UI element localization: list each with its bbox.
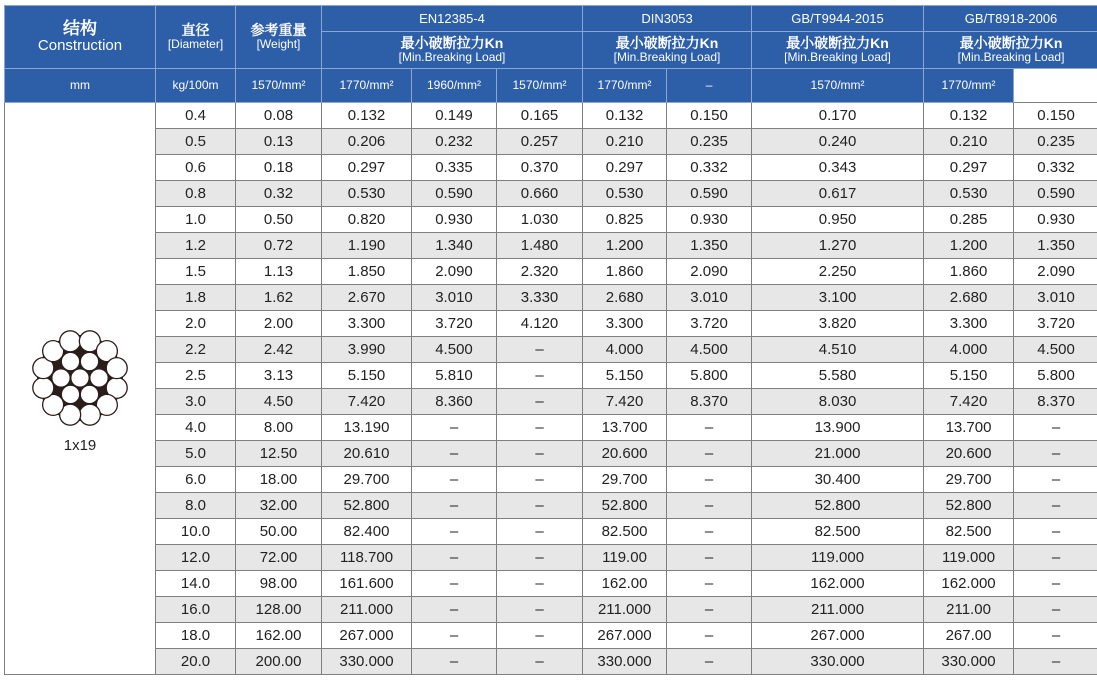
table-cell: 211.000 [322,597,412,623]
breaking-load-table [4,5,1097,675]
table-cell: 330.000 [322,649,412,675]
table-row [5,493,1097,519]
table-cell: 330.000 [752,649,924,675]
table-row [5,415,1097,441]
table-cell: 50.00 [236,519,322,545]
table-cell: – [497,519,583,545]
table-cell: 0.18 [236,155,322,181]
table-cell: 128.00 [236,597,322,623]
table-cell: 330.000 [583,649,667,675]
table-cell: 2.680 [583,285,667,311]
table-cell: 0.72 [236,233,322,259]
table-cell: 4.120 [497,311,583,337]
table-cell: – [667,571,752,597]
table-cell: 0.590 [667,181,752,207]
table-cell: 3.010 [412,285,497,311]
table-row [5,467,1097,493]
table-cell: 5.580 [752,363,924,389]
table-cell: 13.700 [924,415,1014,441]
table-cell: – [1014,467,1097,493]
table-row [5,441,1097,467]
table-cell: 29.700 [924,467,1014,493]
table-cell: 72.00 [236,545,322,571]
table-cell: 0.332 [1014,155,1097,181]
table-cell: 52.800 [924,493,1014,519]
table-cell: – [412,493,497,519]
table-cell: 0.930 [1014,207,1097,233]
table-row [5,519,1097,545]
grade-header: – [667,69,752,103]
table-cell: – [1014,597,1097,623]
table-cell: 4.510 [752,337,924,363]
table-cell: 12.0 [156,545,236,571]
table-cell: 5.810 [412,363,497,389]
table-row [5,207,1097,233]
grade-header: 1770/mm² [322,69,412,103]
table-cell: 0.235 [1014,129,1097,155]
table-cell: 0.285 [924,207,1014,233]
table-cell: 3.990 [322,337,412,363]
table-cell: 5.150 [924,363,1014,389]
table-cell: 3.300 [322,311,412,337]
table-cell: 0.335 [412,155,497,181]
table-cell: 0.297 [322,155,412,181]
table-cell: 211.000 [583,597,667,623]
table-cell: 1.350 [1014,233,1097,259]
table-cell: 0.232 [412,129,497,155]
table-cell: – [412,545,497,571]
table-cell: – [412,415,497,441]
standard-gbt9944: GB/T9944-2015 [752,6,924,32]
diameter-header: 直径 [Diameter] [156,6,236,69]
min-breaking-load-header: 最小破断拉力Kn [Min.Breaking Load] [752,32,924,69]
table-cell: 3.720 [1014,311,1097,337]
table-cell: – [667,493,752,519]
table-cell: 1.860 [583,259,667,285]
table-cell: 2.00 [236,311,322,337]
table-cell: 5.800 [1014,363,1097,389]
table-cell: 211.000 [752,597,924,623]
table-row [5,129,1097,155]
table-cell: – [667,467,752,493]
table-cell: 161.600 [322,571,412,597]
table-cell: 5.0 [156,441,236,467]
table-cell: 0.930 [667,207,752,233]
table-row [5,571,1097,597]
table-cell: 267.000 [322,623,412,649]
table-cell: 3.0 [156,389,236,415]
table-cell: 1.5 [156,259,236,285]
table-cell: 82.500 [752,519,924,545]
table-cell: 2.2 [156,337,236,363]
table-cell: 0.50 [236,207,322,233]
table-cell: 0.530 [583,181,667,207]
table-row [5,103,1097,129]
table-row [5,285,1097,311]
grade-header: 1570/mm² [236,69,322,103]
table-cell: 1.480 [497,233,583,259]
table-cell: 20.600 [583,441,667,467]
grade-header: 1770/mm² [583,69,667,103]
table-cell: 119.00 [583,545,667,571]
table-cell: – [667,519,752,545]
table-row [5,337,1097,363]
construction-cell [5,103,156,675]
table-cell: 3.010 [1014,285,1097,311]
table-cell: 0.206 [322,129,412,155]
table-cell: 3.820 [752,311,924,337]
table-cell: 1.62 [236,285,322,311]
table-cell: 8.370 [1014,389,1097,415]
table-row [5,233,1097,259]
table-cell: 2.42 [236,337,322,363]
table-cell: 0.343 [752,155,924,181]
table-cell: 7.420 [583,389,667,415]
table-cell: 0.150 [667,103,752,129]
table-cell: 1.200 [924,233,1014,259]
table-cell: 0.08 [236,103,322,129]
standard-din3053: DIN3053 [583,6,752,32]
table-cell: 1.350 [667,233,752,259]
table-cell: 0.530 [924,181,1014,207]
min-breaking-load-header: 最小破断拉力Kn [Min.Breaking Load] [322,32,583,69]
min-breaking-load-header: 最小破断拉力Kn [Min.Breaking Load] [924,32,1097,69]
table-cell: – [412,571,497,597]
grade-header: 1960/mm² [412,69,497,103]
table-cell: 0.950 [752,207,924,233]
table-cell: – [412,623,497,649]
table-cell: 1.850 [322,259,412,285]
table-cell: – [497,337,583,363]
diameter-unit: mm [5,69,156,103]
table-cell: 1.8 [156,285,236,311]
table-cell: 0.13 [236,129,322,155]
table-cell: 21.000 [752,441,924,467]
table-row [5,649,1097,675]
table-cell: 4.500 [412,337,497,363]
table-cell: 119.000 [752,545,924,571]
table-cell: 0.150 [1014,103,1097,129]
table-cell: 1.340 [412,233,497,259]
table-cell: 2.250 [752,259,924,285]
table-cell: 3.13 [236,363,322,389]
table-cell: – [1014,571,1097,597]
table-cell: 0.132 [924,103,1014,129]
table-cell: 1.190 [322,233,412,259]
table-cell: 0.5 [156,129,236,155]
table-cell: 211.00 [924,597,1014,623]
table-cell: 4.50 [236,389,322,415]
table-cell: 4.000 [583,337,667,363]
table-cell: 1.0 [156,207,236,233]
table-cell: – [497,545,583,571]
table-cell: 0.332 [667,155,752,181]
construction-label: 1x19 [63,437,97,454]
table-cell: – [497,623,583,649]
table-cell: 2.320 [497,259,583,285]
table-cell: – [1014,623,1097,649]
table-cell: – [1014,415,1097,441]
table-cell: 0.590 [1014,181,1097,207]
table-cell: 1.2 [156,233,236,259]
table-cell: 0.165 [497,103,583,129]
table-cell: 18.00 [236,467,322,493]
table-cell: 4.0 [156,415,236,441]
table-cell: 3.720 [412,311,497,337]
grade-header: 1770/mm² [924,69,1014,103]
table-cell: 0.370 [497,155,583,181]
table-cell: 18.0 [156,623,236,649]
table-cell: 13.700 [583,415,667,441]
table-cell: – [497,467,583,493]
table-cell: 0.297 [924,155,1014,181]
standard-gbt8918: GB/T8918-2006 [924,6,1097,32]
table-cell: 2.0 [156,311,236,337]
table-cell: – [667,415,752,441]
table-row [5,363,1097,389]
table-cell: 1.030 [497,207,583,233]
table-cell: 0.132 [583,103,667,129]
table-cell: 267.00 [924,623,1014,649]
table-cell: 3.300 [924,311,1014,337]
table-cell: 7.420 [924,389,1014,415]
table-cell: 14.0 [156,571,236,597]
table-row [5,259,1097,285]
table-cell: 82.500 [583,519,667,545]
table-cell: 162.00 [583,571,667,597]
standard-en12385: EN12385-4 [322,6,583,32]
table-cell: 82.400 [322,519,412,545]
weight-header: 参考重量 [Weight] [236,6,322,69]
table-cell: 20.600 [924,441,1014,467]
table-cell: 30.400 [752,467,924,493]
table-row [5,597,1097,623]
table-cell: 0.235 [667,129,752,155]
table-cell: 12.50 [236,441,322,467]
table-cell: – [497,597,583,623]
table-cell: 20.610 [322,441,412,467]
table-cell: 0.32 [236,181,322,207]
table-cell: 0.4 [156,103,236,129]
table-cell: 0.660 [497,181,583,207]
table-cell: 0.297 [583,155,667,181]
table-cell: – [412,441,497,467]
table-cell: 8.00 [236,415,322,441]
table-cell: 8.0 [156,493,236,519]
table-cell: 2.090 [667,259,752,285]
table-cell: 2.090 [412,259,497,285]
table-cell: 2.090 [1014,259,1097,285]
table-cell: 1.860 [924,259,1014,285]
table-cell: 3.100 [752,285,924,311]
table-cell: 4.500 [667,337,752,363]
table-body [5,103,1097,675]
table-cell: 2.670 [322,285,412,311]
table-row [5,181,1097,207]
construction-header: 结构 Construction [5,6,156,69]
table-cell: – [497,389,583,415]
table-cell: 0.210 [924,129,1014,155]
table-cell: – [1014,545,1097,571]
table-cell: 0.617 [752,181,924,207]
table-cell: – [667,623,752,649]
table-cell: 200.00 [236,649,322,675]
table-cell: – [667,545,752,571]
table-cell: – [412,649,497,675]
table-row [5,545,1097,571]
table-cell: 0.240 [752,129,924,155]
table-cell: 10.0 [156,519,236,545]
table-cell: – [1014,493,1097,519]
table-cell: 0.149 [412,103,497,129]
table-cell: – [497,415,583,441]
table-cell: 52.800 [583,493,667,519]
table-cell: 52.800 [752,493,924,519]
table-row [5,623,1097,649]
table-cell: – [1014,441,1097,467]
table-cell: 29.700 [322,467,412,493]
table-cell: 0.132 [322,103,412,129]
grade-header: 1570/mm² [752,69,924,103]
table-cell: – [497,493,583,519]
table-cell: 5.150 [322,363,412,389]
table-cell: 0.170 [752,103,924,129]
table-cell: – [667,597,752,623]
table-cell: 7.420 [322,389,412,415]
table-cell: 6.0 [156,467,236,493]
table-cell: 8.360 [412,389,497,415]
table-cell: 0.820 [322,207,412,233]
table-cell: 3.300 [583,311,667,337]
table-cell: 330.000 [924,649,1014,675]
table-cell: – [497,649,583,675]
table-cell: – [1014,519,1097,545]
table-cell: – [497,571,583,597]
table-cell: 0.590 [412,181,497,207]
table-cell: 82.500 [924,519,1014,545]
table-cell: 29.700 [583,467,667,493]
table-cell: 5.150 [583,363,667,389]
min-breaking-load-header: 最小破断拉力Kn [Min.Breaking Load] [583,32,752,69]
table-cell: 118.700 [322,545,412,571]
rope-cross-section-icon [25,323,135,433]
table-cell: 3.330 [497,285,583,311]
table-cell: 32.00 [236,493,322,519]
table-row [5,155,1097,181]
table-cell: 3.010 [667,285,752,311]
table-cell: 4.000 [924,337,1014,363]
table-cell: – [667,441,752,467]
table-cell: 0.257 [497,129,583,155]
table-cell: 13.900 [752,415,924,441]
table-cell: 162.00 [236,623,322,649]
table-cell: 162.000 [752,571,924,597]
table-cell: – [1014,649,1097,675]
table-cell: 0.8 [156,181,236,207]
table-cell: – [667,649,752,675]
table-cell: 13.190 [322,415,412,441]
table-cell: 3.720 [667,311,752,337]
grade-header: 1570/mm² [497,69,583,103]
table-cell: 98.00 [236,571,322,597]
table-row [5,311,1097,337]
table-cell: – [412,467,497,493]
table-cell: 267.000 [752,623,924,649]
table-cell: 1.270 [752,233,924,259]
table-cell: 20.0 [156,649,236,675]
table-cell: 267.000 [583,623,667,649]
table-cell: 16.0 [156,597,236,623]
table-cell: 0.825 [583,207,667,233]
table-cell: – [497,441,583,467]
table-cell: 8.030 [752,389,924,415]
table-cell: 2.5 [156,363,236,389]
table-cell: 119.000 [924,545,1014,571]
table-cell: 162.000 [924,571,1014,597]
table-cell: 52.800 [322,493,412,519]
weight-unit: kg/100m [156,69,236,103]
table-cell: 1.200 [583,233,667,259]
table-row [5,389,1097,415]
table-cell: 8.370 [667,389,752,415]
table-cell: 2.680 [924,285,1014,311]
table-cell: – [497,363,583,389]
table-cell: 5.800 [667,363,752,389]
table-cell: 0.530 [322,181,412,207]
table-cell: 0.210 [583,129,667,155]
table-cell: 4.500 [1014,337,1097,363]
table-cell: – [412,519,497,545]
table-cell: 1.13 [236,259,322,285]
table-cell: 0.930 [412,207,497,233]
table-cell: 0.6 [156,155,236,181]
table-cell: – [412,597,497,623]
